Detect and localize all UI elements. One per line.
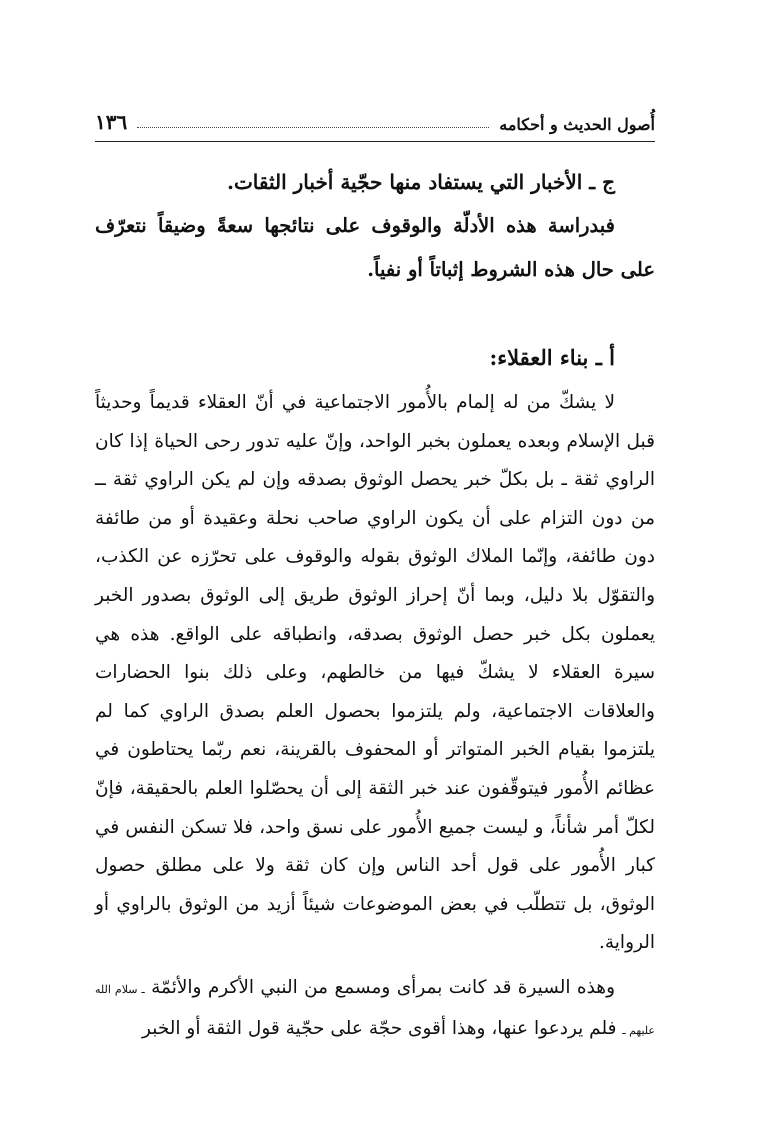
section-heading: أ ـ بناء العقلاء:: [489, 345, 615, 370]
paragraph-2-end: فلم يردعوا عنها، وهذا أقوى حجّة على حجّية قول الثقة أو الخبر: [142, 1017, 623, 1039]
page-body: [95, 160, 655, 1050]
paragraph-1: لا يشكّ من له إلمام بالأُمور الاجتماعية في أنّ العقلاء قديماً وحديثاً قبل الإسلام وبعده يعملون بخبر الواحد، وإنّ عليه تدور رحى الحياة إذا كان الراوي ثقة ـ بل بكلّ خبر يحصل الوثوق بصدقه وإن لم يكن الراوي ثقة ــ من دون التزام على أن يكون الراوي صاحب نحلة وعقيدة أو من طائفة دون طائفة، وإنّما الملاك الوثوق بقوله والوقوف على تحرّزه عن الكذب، والتقوّل بلا دليل، وبما أنّ إحراز الوثوق طريق إلى الوثوق بصدور الخبر يعملون بكل خبر حصل الوثوق بصدقه، وانطباقه على الواقع. هذه هي سيرة العقلاء لا يشكّ فيها من خالطهم، وعلى ذلك بنوا الحضارات والعلاقات الاجتماعية، ولم يلتزموا بحصول العلم بصدق الراوي كما لم يلتزموا بقيام الخبر المتواتر أو المحفوف بالقرينة، نعم ربّما يحتاطون في عظائم الأُمور فيتوقّفون عند خبر الثقة إلى أن يحصّلوا العلم بالحقيقة، فإنّ لكلّ أمر شأناً، و ليست جميع الأُمور على نسق واحد، فلا تسكن النفس في كبار الأُمور على قول أحد الناس وإن كان ثقة ولا على مطلق حصول الوثوق، بل تتطلّب في بعض الموضوعات شيئاً أزيد من الوثوق بالراوي أو الرواية.: [95, 392, 655, 954]
honorific-phrase: ـ سلام الله عليهم ـ: [95, 982, 655, 1037]
paragraph-2: [95, 969, 655, 1050]
running-header: [95, 100, 655, 134]
header-dot-leader: [137, 127, 489, 128]
paragraph-2-start: وهذه السيرة قد كانت بمرأى ومسمع من النبي الأكرم والأئمّة: [144, 976, 616, 998]
intro-paragraph: فبدراسة هذه الأدلّة والوقوف على نتائجها سعةً وضيقاً نتعرّف على حال هذه الشروط إثباتاً أو نفياً.: [95, 214, 655, 281]
page-number: ١٣٦: [95, 110, 128, 134]
book-title: أُصول الحديث و أحكامه: [499, 115, 655, 134]
list-item-c: ج ـ الأخبار التي يستفاد منها حجّية أخبار الثقات.: [227, 170, 615, 194]
header-rule: [95, 141, 655, 142]
